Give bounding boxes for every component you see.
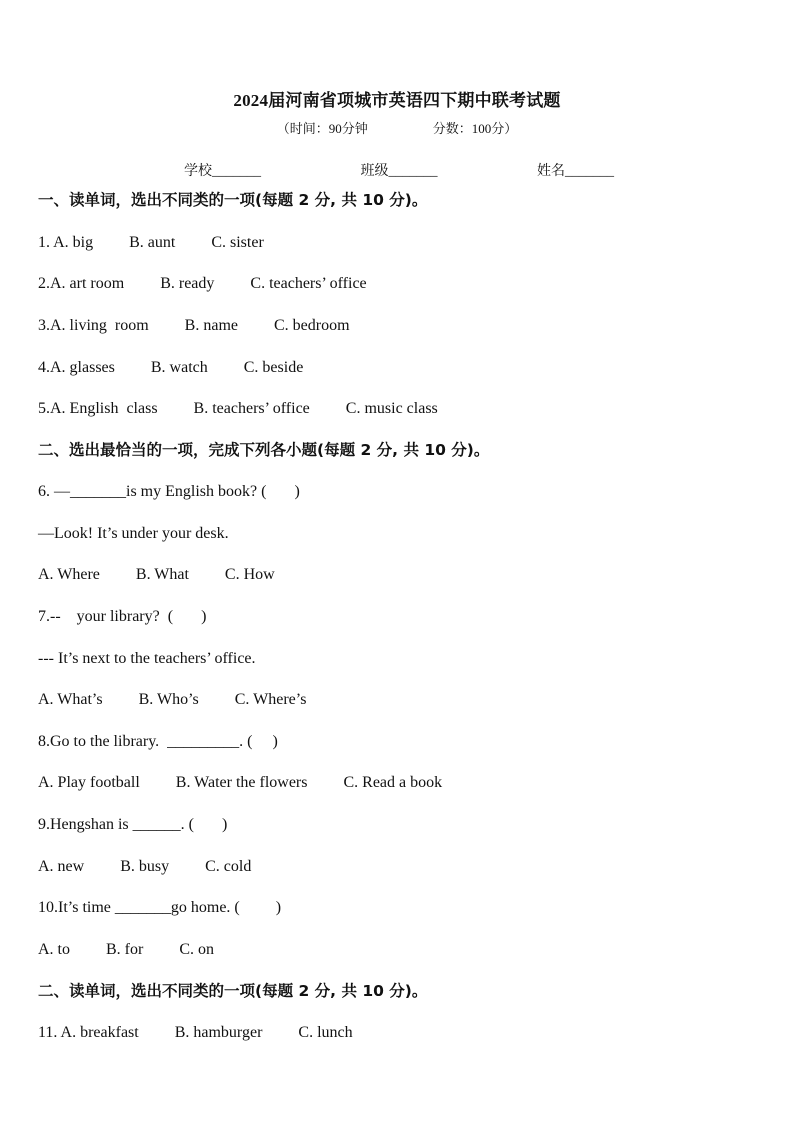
school-field: 学校_______ <box>184 164 261 179</box>
question-1: 1. A. big B. aunt C. sister <box>38 234 264 251</box>
question-10: 10.It’s time _______go home. ( ) <box>38 899 282 916</box>
question-7-options: A. What’s B. Who’s C. Where’s <box>38 691 307 708</box>
name-field: 姓名_______ <box>537 164 614 179</box>
question-6: 6. —_______is my English book? ( ) <box>38 483 300 500</box>
question-7-answer-line: --- It’s next to the teachers’ office. <box>38 650 256 667</box>
exam-subtitle: （时间：90分钟 分数：100分） <box>276 121 518 136</box>
question-10-options: A. to B. for C. on <box>38 941 214 958</box>
question-4: 4.A. glasses B. watch C. beside <box>38 359 304 376</box>
question-6-options: A. Where B. What C. How <box>38 566 275 583</box>
question-9: 9.Hengshan is ______. ( ) <box>38 816 228 833</box>
class-field: 班级_______ <box>360 164 438 179</box>
section-heading-1: 一、读单词，选出不同类的一项(每题 2 分, 共 10 分)。 <box>38 191 428 209</box>
question-8: 8.Go to the library. _________. ( ) <box>38 733 278 750</box>
student-info-row <box>184 160 614 180</box>
question-3: 3.A. living room B. name C. bedroom <box>38 317 350 334</box>
page-title: 2024届河南省项城市英语四下期中联考试题 <box>233 91 561 110</box>
question-8-options: A. Play football B. Water the flowers C. Read a book <box>38 774 443 791</box>
section-heading-3: 二、读单词，选出不同类的一项(每题 2 分, 共 10 分)。 <box>38 982 428 1000</box>
question-2: 2.A. art room B. ready C. teachers’ office <box>38 275 367 292</box>
section-heading-2: 二、选出最恰当的一项，完成下列各小题(每题 2 分, 共 10 分)。 <box>38 441 490 459</box>
question-9-options: A. new B. busy C. cold <box>38 858 252 875</box>
question-6-answer-line: —Look! It’s under your desk. <box>38 525 229 542</box>
question-7: 7.-- your library? ( ) <box>38 608 207 625</box>
question-11: 11. A. breakfast B. hamburger C. lunch <box>38 1024 353 1041</box>
question-5: 5.A. English class B. teachers’ office C. music class <box>38 400 438 417</box>
